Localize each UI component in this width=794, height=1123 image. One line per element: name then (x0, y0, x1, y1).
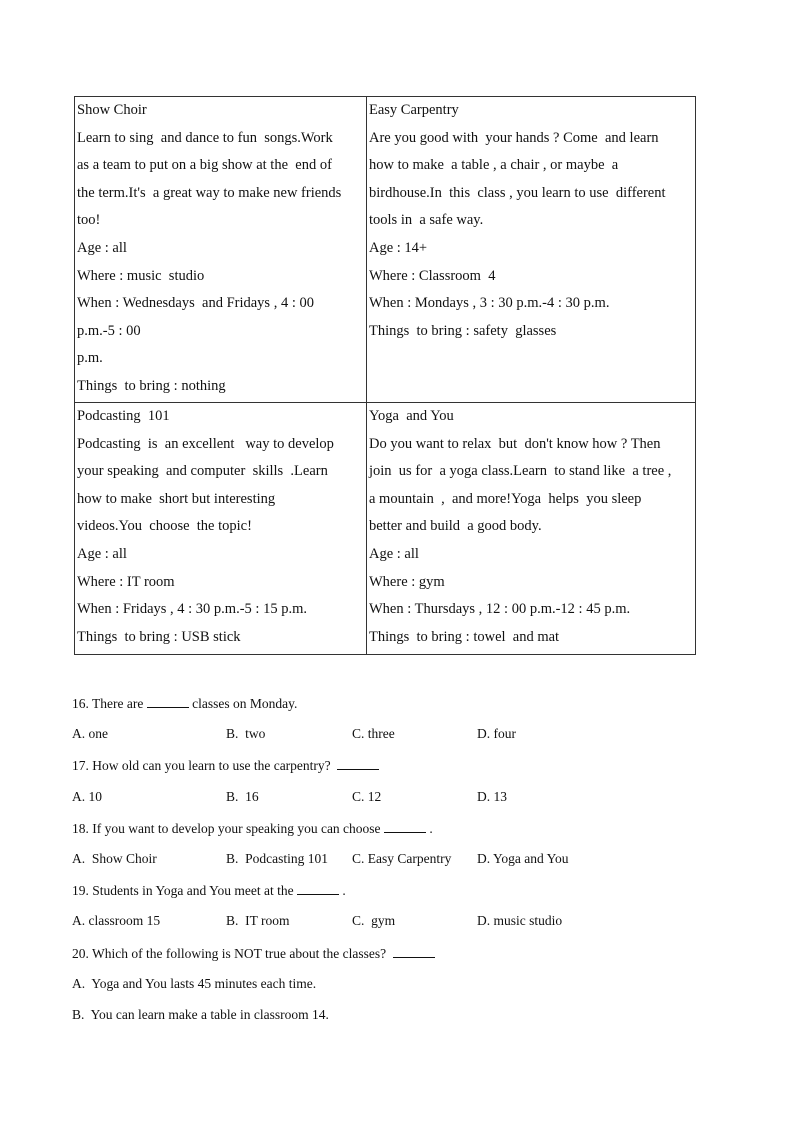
option-d[interactable]: D. music studio (477, 913, 563, 928)
question-19 (72, 882, 346, 899)
class-schedule-table (74, 96, 696, 655)
option-a[interactable]: A. 10 (72, 789, 102, 804)
class-location: Where : IT room (77, 573, 175, 590)
question-text: 20. Which of the following is NOT true about the classes? (72, 946, 393, 961)
class-title: Show Choir (77, 102, 147, 118)
option-c[interactable]: C. Easy Carpentry (352, 851, 452, 866)
class-description: how to make a table , a chair , or maybe a (369, 157, 619, 174)
class-age: Age : all (77, 545, 127, 562)
option-a[interactable]: A. one (72, 726, 108, 741)
class-description: your speaking and computer skills .Learn (77, 463, 328, 480)
question-17 (72, 757, 379, 774)
class-description: how to make short but interesting (77, 490, 276, 507)
question-20 (72, 945, 435, 962)
answer-blank[interactable] (393, 945, 435, 958)
class-age: Age : 14+ (369, 239, 428, 256)
class-time: When : Fridays , 4 : 30 p.m.-5 : 15 p.m. (77, 601, 307, 618)
class-title: Podcasting 101 (77, 408, 170, 424)
class-description: Are you good with your hands ? Come and learn (369, 129, 659, 146)
question-text: 18. If you want to develop your speaking you can choose (72, 821, 384, 836)
class-location: Where : Classroom 4 (369, 267, 496, 284)
class-description: Do you want to relax but don't know how ? Then (369, 435, 661, 452)
answer-blank[interactable] (297, 882, 339, 895)
question-18 (72, 820, 433, 837)
class-description: Podcasting is an excellent way to develop (77, 435, 334, 452)
question-16 (72, 695, 297, 712)
option-a[interactable]: A. classroom 15 (72, 913, 161, 928)
class-time: p.m.-5 : 00 (77, 322, 141, 339)
cell-easy-carpentry (367, 97, 696, 403)
class-time: When : Thursdays , 12 : 00 p.m.-12 : 45 p.m. (369, 601, 631, 618)
option-b[interactable]: B. Podcasting 101 (226, 851, 329, 866)
option-d[interactable]: D. Yoga and You (477, 851, 569, 866)
cell-show-choir (75, 97, 367, 403)
class-description: Learn to sing and dance to fun songs.Work (77, 129, 333, 146)
option-b[interactable]: B. two (226, 726, 266, 741)
option-b[interactable]: B. 16 (226, 789, 259, 804)
class-location: Where : gym (369, 573, 445, 590)
class-description: as a team to put on a big show at the end of (77, 157, 332, 174)
cell-yoga-and-you (367, 403, 696, 655)
question-text: 17. How old can you learn to use the carpentry? (72, 758, 338, 773)
class-description: better and build a good body. (369, 518, 542, 535)
option-c[interactable]: C. gym (352, 913, 396, 928)
class-description: birdhouse.In this class , you learn to use different (369, 184, 666, 201)
option-d[interactable]: D. 13 (477, 789, 507, 804)
class-title: Easy Carpentry (369, 102, 459, 118)
question-text: classes on Monday. (188, 696, 298, 711)
cell-podcasting-101 (75, 403, 367, 655)
option-c[interactable]: C. 12 (352, 789, 382, 804)
class-description: the term.It's a great way to make new friends (77, 184, 342, 201)
question-text: 16. There are (72, 696, 147, 711)
answer-blank[interactable] (337, 757, 379, 770)
answer-blank[interactable] (384, 820, 426, 833)
class-description: a mountain , and more!Yoga helps you sleep (369, 490, 642, 507)
class-description: tools in a safe way. (369, 212, 484, 229)
option-a[interactable]: A. Yoga and You lasts 45 minutes each time. (72, 976, 317, 991)
class-things-to-bring: Things to bring : safety glasses (369, 322, 557, 339)
option-b[interactable]: B. IT room (226, 913, 290, 928)
option-c[interactable]: C. three (352, 726, 395, 741)
class-description: videos.You choose the topic! (77, 518, 252, 535)
class-age: Age : all (369, 545, 419, 562)
class-description: join us for a yoga class.Learn to stand like a tree , (369, 463, 672, 480)
class-time: p.m. (77, 350, 103, 367)
class-things-to-bring: Things to bring : towel and mat (369, 628, 560, 645)
question-text: 19. Students in Yoga and You meet at the (72, 883, 298, 898)
question-text: . (425, 821, 433, 836)
class-title: Yoga and You (369, 408, 454, 424)
class-time: When : Mondays , 3 : 30 p.m.-4 : 30 p.m. (369, 295, 610, 312)
question-text: . (339, 883, 346, 898)
answer-blank[interactable] (147, 695, 189, 708)
option-d[interactable]: D. four (477, 726, 516, 741)
class-things-to-bring: Things to bring : nothing (77, 377, 226, 394)
class-description: too! (77, 212, 101, 229)
class-things-to-bring: Things to bring : USB stick (77, 628, 241, 645)
class-age: Age : all (77, 239, 127, 256)
class-time: When : Wednesdays and Fridays , 4 : 00 (77, 295, 314, 312)
class-location: Where : music studio (77, 267, 205, 284)
option-b[interactable]: B. You can learn make a table in classroom 14. (72, 1007, 329, 1022)
option-a[interactable]: A. Show Choir (72, 851, 157, 866)
